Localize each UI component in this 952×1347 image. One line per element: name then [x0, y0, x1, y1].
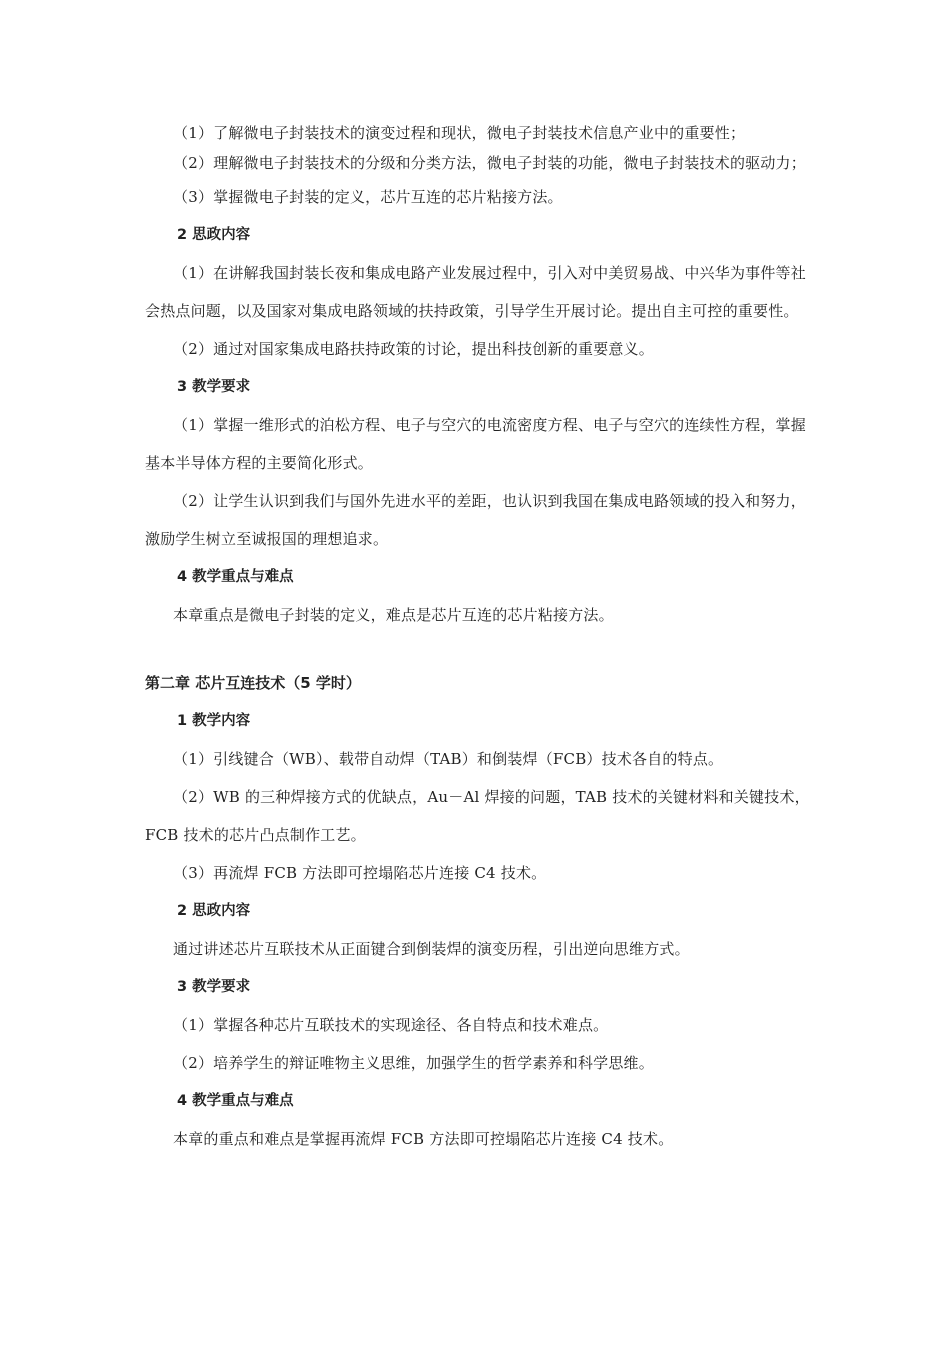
- ideology-heading: 2 思政内容: [177, 227, 251, 243]
- keypoints-text: 本章重点是微电子封装的定义，难点是芯片互连的芯片粘接方法。: [173, 606, 614, 624]
- objective-1: （1）了解微电子封装技术的演变过程和现状，微电子封装技术信息产业中的重要性；: [173, 124, 746, 142]
- ch2-keypoints-heading: 4 教学重点与难点: [177, 1093, 294, 1109]
- ch2-content-heading: 1 教学内容: [177, 713, 251, 729]
- objective-3: （3）掌握微电子封装的定义，芯片互连的芯片粘接方法。: [173, 188, 563, 206]
- document-body: [145, 118, 815, 1158]
- requirement-2: （2）让学生认识到我们与国外先进水平的差距，也认识到我国在集成电路领域的投入和努力，激励学生树立至诚报国的理想追求。: [145, 492, 806, 548]
- ideology-2: （2）通过对国家集成电路扶持政策的讨论，提出科技创新的重要意义。: [173, 340, 654, 358]
- ch2-requirement-1: （1）掌握各种芯片互联技术的实现途径、各自特点和技术难点。: [173, 1016, 609, 1034]
- requirement-1: （1）掌握一维形式的泊松方程、电子与空穴的电流密度方程、电子与空穴的连续性方程，掌握基本半导体方程的主要简化形式。: [145, 416, 806, 472]
- ch2-ideology-heading: 2 思政内容: [177, 903, 251, 919]
- ch2-content-2: （2）WB 的三种焊接方式的优缺点，Au－Al 焊接的问题，TAB 技术的关键材料和关键技术，FCB 技术的芯片凸点制作工艺。: [145, 788, 810, 844]
- chapter-title: 第二章 芯片互连技术（5 学时）: [145, 674, 361, 692]
- ch2-content-1: （1）引线键合（WB）、载带自动焊（TAB）和倒装焊（FCB）技术各自的特点。: [173, 750, 724, 768]
- requirements-heading: 3 教学要求: [177, 379, 251, 395]
- ideology-1: （1）在讲解我国封装长夜和集成电路产业发展过程中，引入对中美贸易战、中兴华为事件等社会热点问题，以及国家对集成电路领域的扶持政策，引导学生开展讨论。提出自主可控的重要性。: [145, 264, 806, 320]
- objective-2: （2）理解微电子封装技术的分级和分类方法，微电子封装的功能，微电子封装技术的驱动力；: [173, 154, 806, 172]
- ch2-keypoints-text: 本章的重点和难点是掌握再流焊 FCB 方法即可控塌陷芯片连接 C4 技术。: [173, 1130, 674, 1148]
- ch2-requirement-2: （2）培养学生的辩证唯物主义思维，加强学生的哲学素养和科学思维。: [173, 1054, 654, 1072]
- ch2-content-3: （3）再流焊 FCB 方法即可控塌陷芯片连接 C4 技术。: [173, 864, 547, 882]
- ch2-requirements-heading: 3 教学要求: [177, 979, 251, 995]
- ch2-ideology-text: 通过讲述芯片互联技术从正面键合到倒装焊的演变历程，引出逆向思维方式。: [173, 940, 690, 958]
- keypoints-heading: 4 教学重点与难点: [177, 569, 294, 585]
